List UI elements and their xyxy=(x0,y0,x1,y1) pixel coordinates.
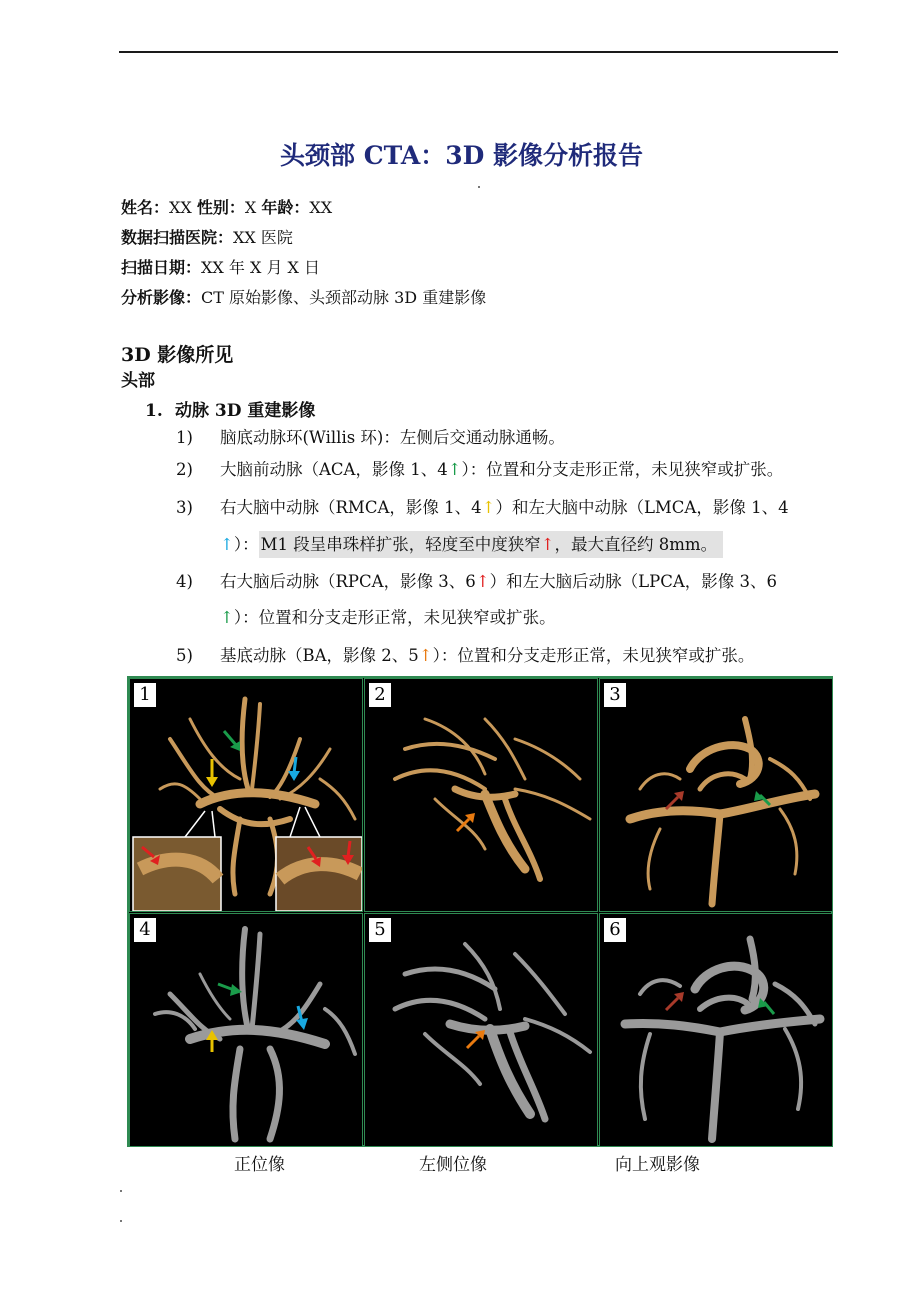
dot-mark xyxy=(120,1190,122,1192)
patient-info-line xyxy=(121,198,332,218)
red-arrow-icon: ↑ xyxy=(475,572,490,591)
item-number: 4) xyxy=(176,572,193,591)
green-arrow-icon: ↑ xyxy=(447,460,462,479)
header-rule xyxy=(119,51,838,53)
sex-value: X xyxy=(244,198,257,217)
cta-panel-6 xyxy=(599,913,833,1147)
hospital-value: XX 医院 xyxy=(233,228,293,247)
orange-arrow-icon: ↑ xyxy=(418,646,433,665)
cyan-arrow-icon: ↑ xyxy=(220,535,234,554)
panel-number: 4 xyxy=(134,918,156,942)
subsection-title: 头部 xyxy=(121,371,155,391)
list-item xyxy=(176,459,783,481)
heading-number: 1. xyxy=(145,401,163,421)
item-number: 3) xyxy=(176,498,193,517)
analysis-value: CT 原始影像、头颈部动脉 3D 重建影像 xyxy=(201,288,487,307)
dot-mark xyxy=(120,1220,122,1222)
highlighted-finding: M1 段呈串珠样扩张，轻度至中度狭窄↑，最大直径约 8mm。 xyxy=(259,531,724,558)
scan-date-label: 扫描日期： xyxy=(121,258,202,277)
item-text: ）：位置和分支走形正常，未见狭窄或扩张。 xyxy=(233,608,556,627)
item-text: ）： xyxy=(233,535,259,554)
hospital-line xyxy=(121,228,293,248)
cta-panel-5 xyxy=(364,913,598,1147)
green-arrow-icon: ↑ xyxy=(220,608,234,627)
item-text: ）和左大脑中动脉（LMCA，影像 1、4 xyxy=(495,498,789,517)
item-text: 右大脑中动脉（RMCA，影像 1、4 xyxy=(220,498,482,517)
item-text: 大脑前动脉（ACA，影像 1、4 xyxy=(220,460,448,479)
cta-image-grid xyxy=(127,676,833,1147)
cta-panel-4 xyxy=(129,913,363,1147)
scan-date-value: XX 年 X 月 X 日 xyxy=(201,258,321,277)
item-text: ）：位置和分支走形正常，未见狭窄或扩张。 xyxy=(432,646,755,665)
name-value: XX xyxy=(169,198,192,217)
panel-number: 3 xyxy=(604,683,626,707)
panel-number: 5 xyxy=(369,918,391,942)
item-text: 右大脑后动脉（RPCA，影像 3、6 xyxy=(220,572,476,591)
age-value: XX xyxy=(309,198,333,217)
cta-panel-1 xyxy=(129,678,363,912)
name-label: 姓名： xyxy=(121,198,170,217)
list-item xyxy=(176,571,777,593)
item-number: 2) xyxy=(176,460,193,479)
cta-panel-3 xyxy=(599,678,833,912)
item-text: 脑底动脉环(Willis 环)：左侧后交通动脉通畅。 xyxy=(220,428,565,447)
list-item xyxy=(176,427,565,449)
caption-upward-view: 向上观影像 xyxy=(615,1155,700,1175)
sex-label: 性别： xyxy=(196,198,245,217)
item-number: 1) xyxy=(176,428,193,447)
age-label: 年龄： xyxy=(261,198,310,217)
analysis-label: 分析影像： xyxy=(121,288,202,307)
vessel-rendering xyxy=(365,679,598,912)
panel-number: 2 xyxy=(369,683,391,707)
item-text: 基底动脉（BA，影像 2、5 xyxy=(220,646,419,665)
hospital-label: 数据扫描医院： xyxy=(121,228,234,247)
item-text: ）：位置和分支走形正常，未见狭窄或扩张。 xyxy=(461,460,784,479)
section-title: 3D 影像所见 xyxy=(121,344,234,366)
report-title: 头颈部 CTA：3D 影像分析报告 xyxy=(279,141,643,170)
yellow-arrow-icon: ↑ xyxy=(481,498,496,517)
item-number: 5) xyxy=(176,646,193,665)
vessel-rendering xyxy=(365,914,598,1147)
list-item xyxy=(176,497,789,519)
caption-frontal: 正位像 xyxy=(234,1155,285,1175)
analysis-line xyxy=(121,288,486,308)
caption-left-lateral: 左侧位像 xyxy=(419,1155,487,1175)
list-item-continuation xyxy=(220,534,723,556)
vessel-rendering xyxy=(600,914,833,1147)
numbered-heading xyxy=(145,396,315,421)
heading-text: 动脉 3D 重建影像 xyxy=(175,401,316,421)
vessel-rendering xyxy=(600,679,833,912)
cta-panel-2 xyxy=(364,678,598,912)
panel-number: 1 xyxy=(134,683,156,707)
dot-mark xyxy=(478,186,480,188)
list-item xyxy=(176,645,754,667)
item-text: ）和左大脑后动脉（LPCA，影像 3、6 xyxy=(489,572,777,591)
panel-number: 6 xyxy=(604,918,626,942)
list-item-continuation xyxy=(220,607,556,629)
scan-date-line xyxy=(121,258,320,278)
red-arrow-icon: ↑ xyxy=(540,535,555,554)
vessel-rendering xyxy=(130,914,363,1147)
vessel-rendering xyxy=(130,679,363,912)
